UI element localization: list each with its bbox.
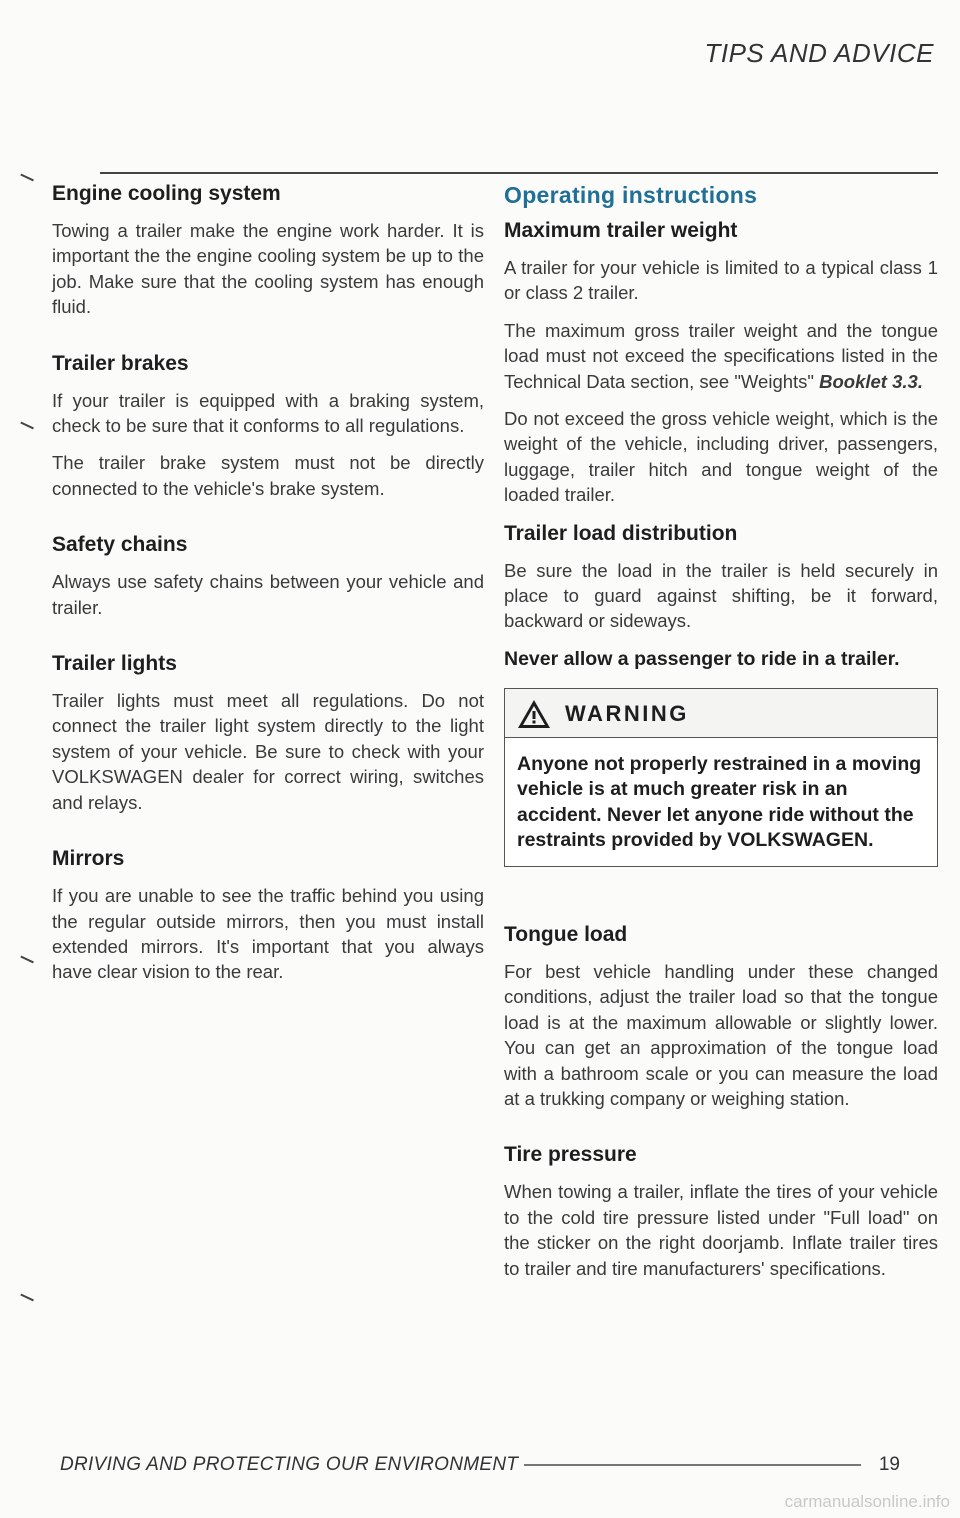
footer-text: DRIVING AND PROTECTING OUR ENVIRONMENT — [60, 1454, 519, 1475]
text-max-weight-2 — [504, 318, 938, 394]
section-tongue-load — [504, 923, 938, 1111]
text-engine-cooling: Towing a trailer make the engine work harder. It is important the the engine cooling system be up to the job. Make sure that the cooling system has enough fluid. — [52, 220, 484, 318]
heading-operating-instructions: Operating instructions — [504, 182, 758, 208]
section-trailer-lights — [52, 652, 484, 815]
section-safety-chains — [52, 533, 484, 620]
section-tire-pressure — [504, 1143, 938, 1281]
page-footer — [60, 1454, 900, 1476]
warning-title: WARNING — [565, 700, 689, 726]
booklet-reference: Booklet 3.3. — [819, 370, 923, 392]
heading-load-distribution: Trailer load distribution — [504, 521, 738, 545]
margin-mark — [16, 422, 34, 439]
text-tire-pressure: When towing a trailer, inflate the tires of your vehicle to the cold tire pressure listed under "Full load" on the sticker on the right doorjamb. Inflate trailer tires to trailer and tire manufacturers' specifications. — [504, 1181, 938, 1279]
text-mirrors: If you are unable to see the traffic behind you using the regular outside mirrors, then you must install extended mirrors. It's important that you always have clear vision to the rear. — [52, 885, 484, 983]
page-header: TIPS AND ADVICE — [704, 38, 934, 68]
text-load-distribution: Be sure the load in the trailer is held securely in place to guard against shifting, be it forward, backward or sideways. — [504, 559, 938, 632]
heading-mirrors: Mirrors — [52, 847, 125, 871]
text-max-weight-3: Do not exceed the gross vehicle weight, which is the weight of the vehicle, including driver, passengers, luggage, trailer hitch and tongue weight of the loaded trailer. — [504, 408, 938, 506]
warning-text: Anyone not properly restrained in a moving vehicle is at much greater risk in an accident. Never let anyone ride without the restraints provided by VOLKSWAGEN. — [517, 752, 922, 852]
margin-mark — [16, 174, 34, 191]
heading-trailer-lights: Trailer lights — [52, 652, 177, 676]
text-trailer-brakes-1: If your trailer is equipped with a braking system, check to be sure that it conforms to all regulations. — [52, 389, 484, 437]
heading-trailer-brakes: Trailer brakes — [52, 351, 189, 375]
section-operating-instructions — [504, 182, 938, 508]
header-rule — [100, 172, 938, 174]
right-column — [504, 182, 938, 1313]
text-trailer-brakes-2: The trailer brake system must not be directly connected to the vehicle's brake system. — [52, 452, 484, 499]
text-never-allow-passenger: Never allow a passenger to ride in a trailer. — [504, 647, 900, 670]
left-column — [52, 182, 484, 1017]
heading-safety-chains: Safety chains — [52, 533, 188, 557]
warning-box — [504, 688, 938, 867]
warning-triangle-icon — [517, 699, 551, 729]
text-max-weight-1: A trailer for your vehicle is limited to a typical class 1 or class 2 trailer. — [504, 257, 938, 304]
text-tongue-load: For best vehicle handling under these changed conditions, adjust the trailer load so that the tongue load is at the maximum allowable or slightly lower. You can get an approximation of the tongue load with a bathroom scale or you can measure the load at a trukking company or weighing station. — [504, 960, 938, 1109]
text-safety-chains: Always use safety chains between your vehicle and trailer. — [52, 571, 484, 618]
section-mirrors — [52, 847, 484, 985]
section-load-distribution — [504, 522, 938, 672]
heading-tire-pressure: Tire pressure — [504, 1143, 637, 1167]
watermark: carmanualsonline.info — [784, 1492, 950, 1511]
heading-maximum-trailer-weight: Maximum trailer weight — [504, 219, 738, 242]
warning-header — [505, 689, 937, 738]
footer-rule — [524, 1464, 861, 1466]
heading-tongue-load: Tongue load — [504, 922, 628, 946]
margin-mark — [16, 956, 34, 973]
section-trailer-brakes — [52, 352, 484, 502]
margin-mark — [16, 1294, 34, 1311]
page-number: 19 — [878, 1454, 900, 1475]
text-max-weight-2-main: The maximum gross trailer weight and the tongue load must not exceed the specifications listed in the Technical Data section, see "Weights" — [504, 319, 938, 392]
heading-engine-cooling: Engine cooling system — [52, 182, 281, 205]
text-trailer-lights: Trailer lights must meet all regulations. Do not connect the trailer light system directly to the light system of your vehicle. Be sure to check with your VOLKSWAGEN dealer for correct wiring, switches and relays. — [52, 690, 484, 813]
section-engine-cooling — [52, 182, 484, 320]
